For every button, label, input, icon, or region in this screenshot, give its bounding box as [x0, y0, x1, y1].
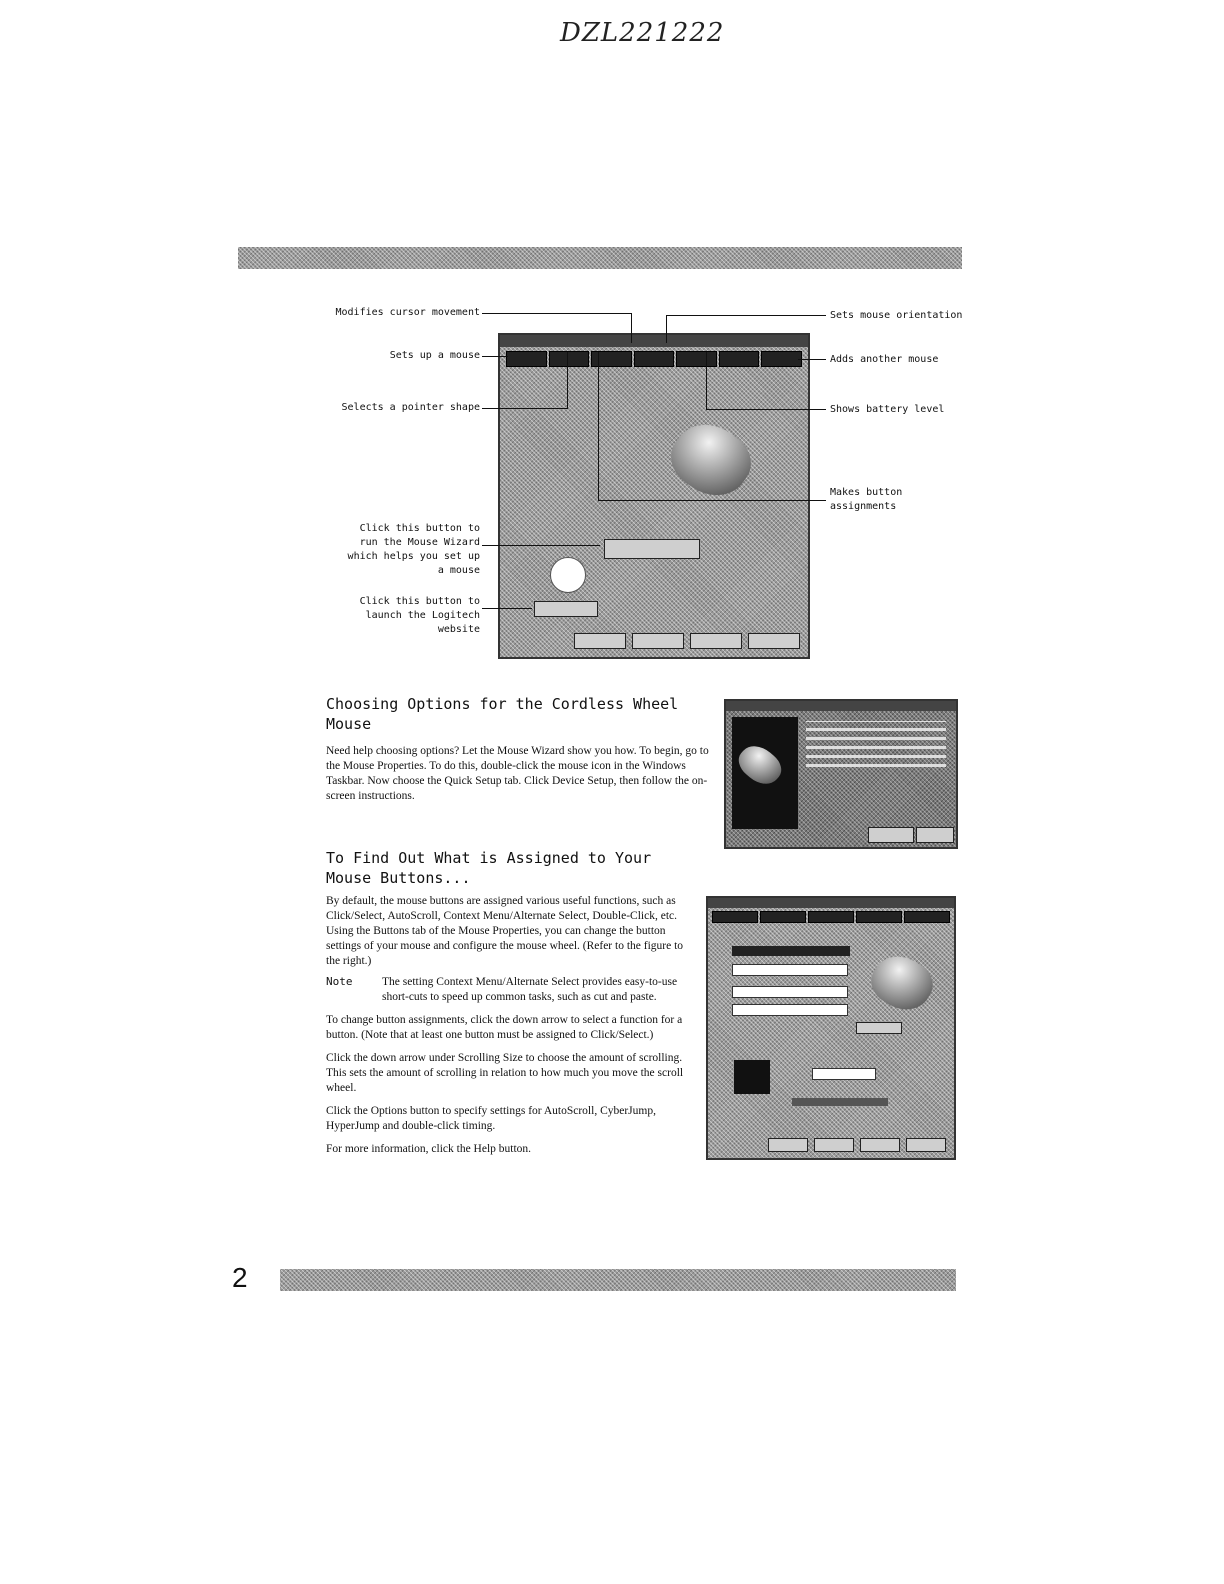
dialog-button	[632, 633, 684, 649]
note	[326, 975, 696, 1005]
button-function-dropdown	[732, 1004, 848, 1016]
header-bar	[238, 247, 962, 269]
tab	[676, 351, 717, 367]
dialog-button	[860, 1138, 900, 1152]
leader-line	[482, 313, 632, 314]
dialog-tabs	[500, 347, 808, 371]
section-choosing-options	[326, 694, 710, 804]
dialog-titlebar	[708, 898, 954, 908]
mouse-properties-screenshot	[498, 333, 810, 659]
options-button	[856, 1022, 902, 1034]
dialog-button	[814, 1138, 854, 1152]
section-body: Need help choosing options? Let the Mouse Wizard show you how. To begin, go to the Mouse Properties. To do this, double-click the mouse icon in the Windows Taskbar. Now choose the Quick Setup tab. Click Device Setup, then follow the on-screen instructions.	[326, 745, 709, 802]
tab	[808, 911, 854, 923]
leader-line	[598, 500, 826, 501]
buttons-tab-screenshot	[706, 896, 956, 1160]
leader-line	[706, 409, 826, 410]
leader-line	[631, 313, 632, 343]
mouse-wizard-screenshot	[724, 699, 958, 849]
callout-modifies-cursor: Modifies cursor movement	[335, 307, 480, 318]
checkbox-row	[792, 1098, 888, 1106]
paragraph-scrolling-size: Click the down arrow under Scrolling Size to choose the amount of scrolling. This sets the amount of scrolling in relation to how much you move the scroll wheel.	[326, 1052, 684, 1094]
leader-line	[598, 352, 599, 500]
paragraph-options-button: Click the Options button to specify settings for AutoScroll, CyberJump, HyperJump and double-click timing.	[326, 1105, 656, 1132]
leader-line	[706, 352, 707, 409]
dialog-button	[768, 1138, 808, 1152]
dialog-button	[906, 1138, 946, 1152]
paragraph-change-assignments: To change button assignments, click the down arrow to select a function for a button. (Note that at least one button must be assigned to Click/Select.)	[326, 1014, 683, 1041]
tab	[760, 911, 806, 923]
callout-battery-level: Shows battery level	[830, 404, 945, 415]
dialog-button	[690, 633, 742, 649]
section-title: Choosing Options for the Cordless Wheel Mouse	[326, 695, 679, 733]
dialog-button	[916, 827, 954, 843]
leader-line	[798, 359, 826, 360]
note-label: Note	[326, 975, 353, 988]
mouse-image	[864, 946, 941, 1019]
tab	[549, 351, 590, 367]
scrolling-size-dropdown	[812, 1068, 876, 1080]
tab	[506, 351, 547, 367]
leader-line	[482, 356, 508, 357]
button-function-dropdown	[732, 964, 848, 976]
mouse-image	[660, 411, 762, 510]
dialog-titlebar	[726, 701, 956, 711]
note-text: The setting Context Menu/Alternate Select provides easy-to-use short-cuts to speed up common tasks, such as cut and paste.	[382, 976, 678, 1003]
logitech-website-button	[534, 601, 598, 617]
leader-line	[666, 315, 826, 316]
footer-bar	[280, 1269, 956, 1291]
document-id: DZL221222	[560, 18, 725, 48]
leader-line	[567, 352, 568, 408]
callout-orientation: Sets mouse orientation	[830, 310, 963, 321]
callout-sets-up-mouse: Sets up a mouse	[389, 350, 480, 361]
tab	[856, 911, 902, 923]
leader-line	[666, 315, 667, 343]
callout-button-assignments: Makes button assignments	[830, 487, 903, 512]
leader-line	[482, 545, 600, 546]
callout-pointer-shape: Selects a pointer shape	[341, 402, 480, 413]
tab	[634, 351, 675, 367]
leader-line	[482, 408, 568, 409]
tab	[719, 351, 760, 367]
leader-line	[482, 608, 532, 609]
wheel-image	[734, 1060, 770, 1094]
callout-adds-mouse: Adds another mouse	[830, 354, 939, 365]
dialog-button	[868, 827, 914, 843]
button-function-dropdown	[732, 946, 850, 956]
paragraph-default-functions: By default, the mouse buttons are assigned various useful functions, such as Click/Select, AutoScroll, Context Menu/Alternate Select, Double-Click, etc. Using the Buttons tab of the Mouse Properties, you can change the button settings of your mouse and configure the mouse wheel. (Refer to the figure to the right.)	[326, 895, 684, 967]
tab	[904, 911, 950, 923]
wizard-text-block	[806, 721, 946, 767]
callout-logitech-website: Click this button to launch the Logitech website	[359, 596, 480, 635]
section-title: To Find Out What is Assigned to Your Mouse Buttons...	[326, 849, 652, 887]
tab	[712, 911, 758, 923]
dialog-titlebar	[500, 335, 808, 347]
section-button-assignments	[326, 848, 696, 1157]
paragraph-help: For more information, click the Help button.	[326, 1143, 532, 1155]
dialog-button	[748, 633, 800, 649]
logitech-logo-icon	[550, 557, 586, 593]
dialog-tabs	[708, 908, 954, 926]
mouse-wizard-button	[604, 539, 700, 559]
page-number: 2	[232, 1262, 248, 1293]
dialog-button	[574, 633, 626, 649]
button-function-dropdown	[732, 986, 848, 998]
callout-mouse-wizard: Click this button to run the Mouse Wizard which helps you set up a mouse	[347, 523, 480, 576]
bottom-buttons	[574, 633, 800, 649]
bottom-buttons	[768, 1138, 946, 1152]
tab	[761, 351, 802, 367]
